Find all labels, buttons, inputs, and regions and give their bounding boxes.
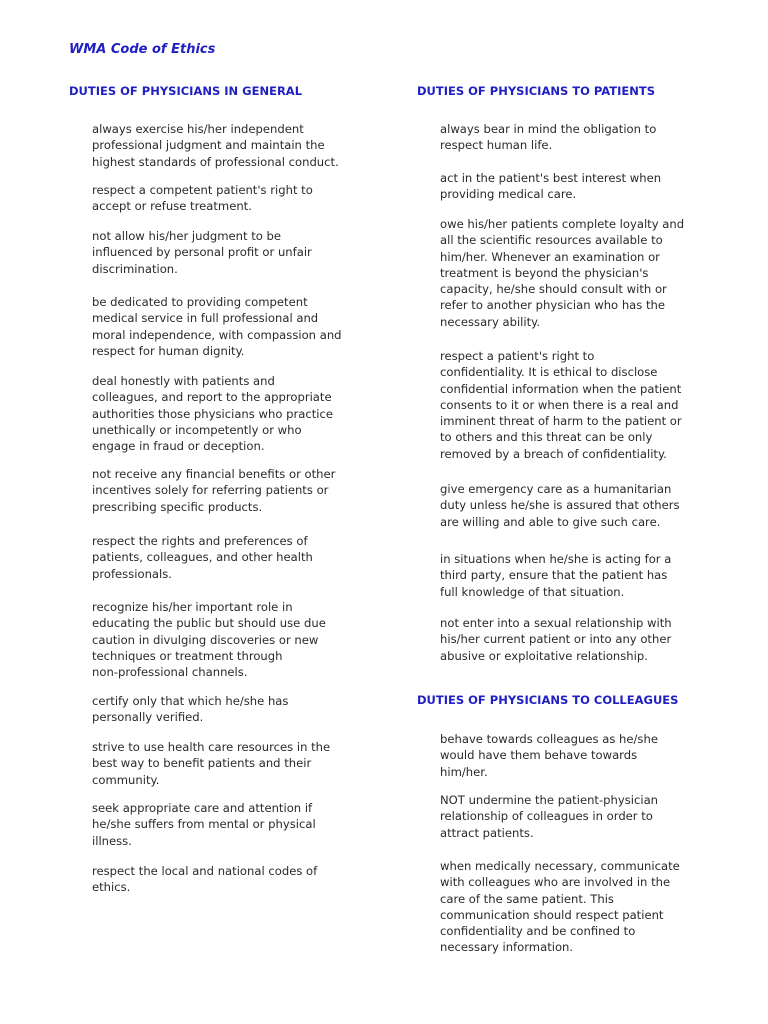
patient-duty-item: in situations when he/she is acting for a third party, ensure that the patient has full knowledge of that situation.	[440, 552, 672, 599]
general-duty-item: respect a competent patient's right to accept or refuse treatment.	[92, 183, 313, 214]
patient-duty-item: always bear in mind the obligation to respect human life.	[440, 122, 657, 153]
general-duty-item: not allow his/her judgment to be influenced by personal profit or unfair discrimination.	[92, 229, 312, 276]
general-duty-item: not receive any financial benefits or other incentives solely for referring patients or prescribing specific products.	[92, 467, 336, 514]
patient-duty-item: give emergency care as a humanitarian duty unless he/she is assured that others are willing and able to give such care.	[440, 482, 680, 529]
general-duty-item: be dedicated to providing competent medical service in full professional and moral independence, with compassion and respect for human dignity.	[92, 295, 342, 358]
patient-duty-item: owe his/her patients complete loyalty and all the scientific resources available to him/her. Whenever an examination or treatment is beyond the physician's capacity, he/she should consult with or refer to another physician who has the necessary ability.	[440, 217, 685, 329]
document-title: WMA Code of Ethics	[69, 42, 216, 57]
section-heading-patients: DUTIES OF PHYSICIANS TO PATIENTS	[417, 84, 655, 98]
general-duty-item: certify only that which he/she has personally verified.	[92, 694, 289, 725]
colleague-duty-item: NOT undermine the patient-physician relationship of colleagues in order to attract patients.	[440, 793, 659, 840]
general-duty-item: seek appropriate care and attention if he/she suffers from mental or physical illness.	[92, 801, 316, 848]
section-heading-general: DUTIES OF PHYSICIANS IN GENERAL	[69, 84, 303, 98]
colleague-duty-item: behave towards colleagues as he/she would have them behave towards him/her.	[440, 732, 658, 779]
general-duty-item: respect the local and national codes of ethics.	[92, 864, 318, 895]
patient-duty-item: act in the patient's best interest when providing medical care.	[440, 171, 662, 202]
section-heading-colleagues: DUTIES OF PHYSICIANS TO COLLEAGUES	[417, 693, 679, 707]
general-duty-item: recognize his/her important role in educating the public but should use due caution in divulging discoveries or new techniques or treatment through non-professional channels.	[92, 600, 326, 680]
general-duty-item: strive to use health care resources in the best way to benefit patients and their community.	[92, 740, 331, 787]
colleague-duty-item: when medically necessary, communicate with colleagues who are involved in the care of the same patient. This communication should respect patient confidentiality and be confined to necessary information.	[440, 859, 680, 955]
patient-duty-item: not enter into a sexual relationship with his/her current patient or into any other abusive or exploitative relationship.	[440, 616, 672, 663]
general-duty-item: deal honestly with patients and colleagues, and report to the appropriate authorities those physicians who practice unethically or incompetently or who engage in fraud or deception.	[92, 374, 333, 454]
general-duty-item: always exercise his/her independent professional judgment and maintain the highest standards of professional conduct.	[92, 122, 339, 169]
patient-duty-item: respect a patient's right to confidentiality. It is ethical to disclose confidential information when the patient consents to it or when there is a real and imminent threat of harm to the patient or to others and this threat can be only removed by a breach of confidentiality.	[440, 349, 682, 461]
general-duty-item: respect the rights and preferences of patients, colleagues, and other health professionals.	[92, 534, 313, 581]
